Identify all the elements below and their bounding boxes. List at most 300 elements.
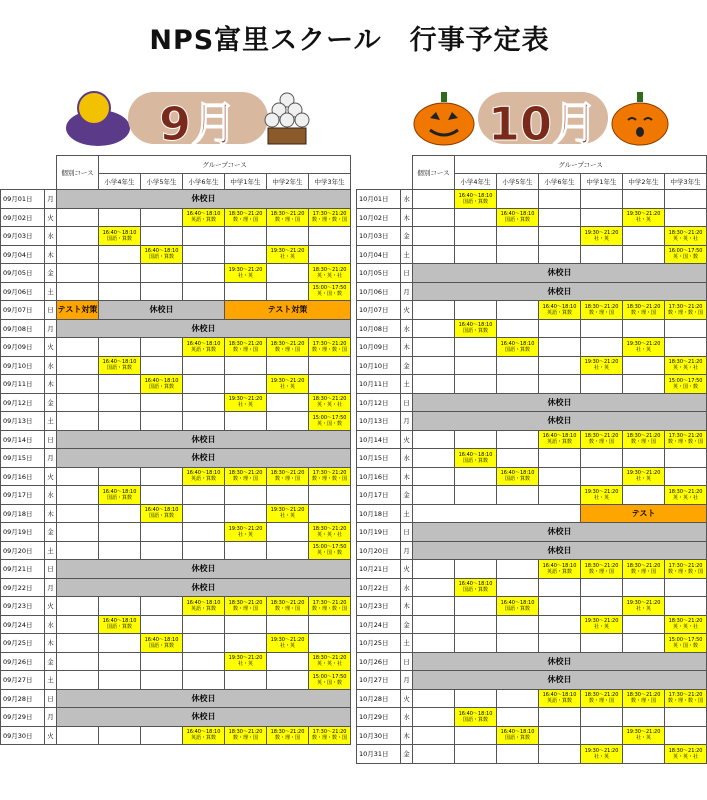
oct-month-label: 10月 [487,97,598,151]
class-time: 19:30～21:20 [270,248,305,255]
class-subjects: 英・英・社 [673,365,699,372]
empty-cell [183,282,225,301]
empty-cell [413,338,455,357]
header-group: グループコース [99,156,351,174]
class-slot-cell [581,560,623,579]
weekday-cell: 金 [45,393,57,412]
class-time: 18:30～21:20 [312,266,347,273]
empty-cell [413,745,455,764]
class-subjects: 社・英 [279,642,295,649]
class-time: 18:30～21:20 [626,562,661,569]
empty-cell [267,523,309,542]
table-row [1,615,351,634]
class-slot-cell [665,430,707,449]
class-slot-cell [581,689,623,708]
class-time: 19:30～21:20 [626,470,661,477]
empty-cell [413,467,455,486]
weekday-cell: 金 [401,745,413,764]
table-row [357,356,707,375]
class-time: 16:40～18:10 [458,192,493,199]
class-time: 18:30～21:20 [668,229,703,236]
empty-cell [141,393,183,412]
empty-cell [455,301,497,320]
closed-day-cell: 休校日 [99,301,225,320]
empty-cell [225,227,267,246]
weekday-cell: 日 [45,301,57,320]
table-row [1,190,351,209]
date-cell: 10月18日 [357,504,401,523]
empty-cell [309,356,351,375]
empty-cell [309,227,351,246]
empty-cell [623,745,665,764]
empty-cell [539,356,581,375]
class-subjects: 英・英・社 [673,494,699,501]
empty-cell [99,597,141,616]
empty-cell [455,356,497,375]
class-time: 17:30～21:20 [668,692,703,699]
class-slot-cell [225,467,267,486]
empty-cell [581,375,623,394]
date-cell: 09月20日 [1,541,45,560]
class-slot-cell [665,615,707,634]
class-time: 16:40～18:10 [102,488,137,495]
table-row [1,708,351,727]
date-cell: 09月28日 [1,689,45,708]
class-slot-cell [309,393,351,412]
empty-cell [57,504,99,523]
header-grade: 中学1年生 [581,174,623,190]
date-cell: 09月14日 [1,430,45,449]
empty-cell [225,671,267,690]
class-subjects: 数・理・国 [274,476,300,483]
header-grade: 小学4年生 [99,174,141,190]
table-row [357,208,707,227]
empty-cell [623,319,665,338]
empty-cell [497,227,539,246]
class-subjects: 国語・算数 [106,235,132,242]
class-slot-cell [623,338,665,357]
empty-cell [455,689,497,708]
weekday-cell: 土 [45,412,57,431]
class-slot-cell [225,597,267,616]
empty-cell [141,264,183,283]
empty-cell [225,504,267,523]
class-slot-cell [99,227,141,246]
date-cell: 10月13日 [357,412,401,431]
table-row [357,282,707,301]
weekday-cell: 金 [45,652,57,671]
weekday-cell: 月 [45,319,57,338]
closed-day-cell: 休校日 [57,190,351,209]
class-subjects: 国語・算数 [148,513,174,520]
table-row [357,264,707,283]
empty-cell [665,726,707,745]
class-subjects: 社・英 [593,494,609,501]
class-subjects: 数・理・国 [232,346,258,353]
class-slot-cell [183,597,225,616]
weekday-cell: 日 [401,393,413,412]
empty-cell [309,504,351,523]
empty-cell [225,356,267,375]
table-row [357,486,707,505]
class-subjects: 英・国・数 [317,550,343,557]
empty-cell [99,726,141,745]
empty-cell [539,708,581,727]
empty-cell [413,578,455,597]
class-time: 19:30～21:20 [270,636,305,643]
empty-cell [455,338,497,357]
table-row [1,356,351,375]
empty-cell [57,486,99,505]
class-slot-cell [267,208,309,227]
empty-cell [99,504,141,523]
class-slot-cell [539,301,581,320]
empty-cell [539,338,581,357]
empty-cell [455,597,497,616]
empty-cell [539,245,581,264]
class-subjects: 社・英 [593,753,609,760]
class-subjects: 英・英・社 [317,272,343,279]
empty-cell [581,708,623,727]
weekday-cell: 火 [45,338,57,357]
empty-cell [455,430,497,449]
weekday-cell: 火 [401,689,413,708]
table-row [357,467,707,486]
empty-cell [581,338,623,357]
class-time: 16:40～18:10 [500,599,535,606]
weekday-cell: 日 [401,652,413,671]
moon-icon [62,84,132,152]
class-slot-cell [99,615,141,634]
class-subjects: 国語・算数 [462,198,488,205]
weekday-cell: 月 [45,578,57,597]
class-time: 18:30～21:20 [270,340,305,347]
empty-cell [99,412,141,431]
weekday-cell: 土 [401,504,413,523]
class-subjects: 社・英 [635,217,651,224]
date-cell: 10月21日 [357,560,401,579]
date-cell: 09月13日 [1,412,45,431]
class-time: 15:00～17:50 [312,414,347,421]
class-subjects: 社・英 [279,254,295,261]
empty-cell [539,449,581,468]
empty-cell [141,615,183,634]
pumpkin-icon [412,90,476,146]
date-cell: 09月09日 [1,338,45,357]
empty-cell [581,597,623,616]
class-time: 18:30～21:20 [668,747,703,754]
header-group: グループコース [455,156,707,174]
class-time: 15:00～17:50 [668,636,703,643]
class-time: 17:30～21:20 [668,303,703,310]
page-title: NPS富里スクール 行事予定表 [149,25,550,56]
weekday-cell: 土 [45,671,57,690]
class-subjects: 数・理・国 [274,217,300,224]
table-row [1,338,351,357]
empty-cell [57,208,99,227]
class-subjects: 数・理・国 [588,309,614,316]
empty-cell [183,615,225,634]
class-subjects: 社・英 [635,735,651,742]
class-slot-cell [581,486,623,505]
empty-cell [497,319,539,338]
class-slot-cell [309,652,351,671]
class-subjects: 数・理・国 [630,698,656,705]
table-row [357,578,707,597]
closed-day-cell: 休校日 [57,560,351,579]
class-slot-cell [623,467,665,486]
empty-cell [99,652,141,671]
class-slot-cell [267,375,309,394]
table-row [357,412,707,431]
empty-cell [497,245,539,264]
empty-cell [413,708,455,727]
empty-cell [413,430,455,449]
class-subjects: 英語・算数 [190,476,216,483]
class-subjects: 数・理・国 [274,605,300,612]
date-cell: 10月29日 [357,708,401,727]
empty-cell [99,393,141,412]
table-row [357,190,707,209]
class-slot-cell [455,449,497,468]
class-subjects: 数・理・数・国 [668,568,704,575]
header-grade: 小学6年生 [183,174,225,190]
weekday-cell: 水 [45,486,57,505]
class-subjects: 数・理・数・国 [312,476,348,483]
empty-cell [57,597,99,616]
test-cell: テスト [581,504,707,523]
class-slot-cell [309,412,351,431]
class-time: 18:30～21:20 [228,470,263,477]
class-subjects: 数・理・数・国 [312,346,348,353]
class-slot-cell [623,430,665,449]
empty-cell [99,208,141,227]
empty-cell [497,689,539,708]
table-row [1,671,351,690]
date-cell: 09月05日 [1,264,45,283]
table-row [357,245,707,264]
class-subjects: 英語・算数 [190,735,216,742]
empty-cell [413,301,455,320]
empty-cell [57,523,99,542]
class-slot-cell [665,356,707,375]
weekday-cell: 木 [401,467,413,486]
date-cell: 10月08日 [357,319,401,338]
empty-cell [413,319,455,338]
weekday-cell: 日 [45,560,57,579]
class-slot-cell [455,708,497,727]
class-time: 19:30～21:20 [228,396,263,403]
empty-cell [665,578,707,597]
empty-cell [623,578,665,597]
class-time: 15:00～17:50 [668,377,703,384]
empty-cell [539,615,581,634]
class-slot-cell [581,615,623,634]
empty-cell [539,190,581,209]
empty-cell [309,375,351,394]
class-subjects: 数・理・国 [630,439,656,446]
empty-cell [183,264,225,283]
weekday-cell: 金 [401,486,413,505]
class-time: 17:30～21:20 [312,340,347,347]
class-slot-cell [581,430,623,449]
class-subjects: 数・理・数・国 [668,698,704,705]
closed-day-cell: 休校日 [413,541,707,560]
class-slot-cell [183,726,225,745]
empty-cell [413,449,455,468]
empty-cell [225,541,267,560]
class-time: 16:40～18:10 [458,451,493,458]
class-slot-cell [623,597,665,616]
empty-cell [623,615,665,634]
table-row [1,264,351,283]
class-time: 16:40～18:10 [186,729,221,736]
empty-cell [623,449,665,468]
class-subjects: 社・英 [593,624,609,631]
empty-cell [413,689,455,708]
class-slot-cell [665,245,707,264]
empty-cell [581,467,623,486]
empty-cell [267,652,309,671]
oct-schedule-table [356,155,707,764]
class-time: 19:30～21:20 [626,729,661,736]
table-row [357,338,707,357]
date-cell: 09月22日 [1,578,45,597]
class-time: 16:40～18:10 [144,636,179,643]
table-row [357,689,707,708]
header-individual: 個別コース [57,156,99,190]
weekday-cell: 月 [45,708,57,727]
class-slot-cell [623,560,665,579]
empty-cell [539,208,581,227]
class-slot-cell [497,597,539,616]
empty-cell [413,486,455,505]
class-subjects: 社・英 [635,476,651,483]
table-row [357,523,707,542]
class-time: 18:30～21:20 [584,433,619,440]
date-cell: 09月03日 [1,227,45,246]
class-time: 19:30～21:20 [228,266,263,273]
date-cell: 10月25日 [357,634,401,653]
weekday-cell: 木 [401,208,413,227]
empty-cell [141,726,183,745]
class-slot-cell [267,504,309,523]
weekday-cell: 木 [45,375,57,394]
date-cell: 09月02日 [1,208,45,227]
table-row [1,375,351,394]
class-subjects: 数・理・国 [274,346,300,353]
class-slot-cell [665,227,707,246]
empty-cell [99,541,141,560]
empty-cell [581,634,623,653]
table-row [357,615,707,634]
class-time: 16:40～18:10 [102,359,137,366]
table-row [1,689,351,708]
class-time: 18:30～21:20 [584,303,619,310]
class-slot-cell [99,486,141,505]
empty-cell [141,356,183,375]
empty-cell [57,634,99,653]
class-slot-cell [665,486,707,505]
empty-cell [267,671,309,690]
class-time: 16:40～18:10 [186,470,221,477]
class-subjects: 数・理・数・国 [668,439,704,446]
weekday-cell: 水 [401,578,413,597]
class-slot-cell [309,282,351,301]
class-slot-cell [539,689,581,708]
weekday-cell: 日 [401,523,413,542]
empty-cell [183,393,225,412]
empty-cell [183,504,225,523]
empty-cell [497,708,539,727]
empty-cell [267,541,309,560]
empty-cell [665,338,707,357]
class-time: 17:30～21:20 [668,433,703,440]
date-cell: 10月04日 [357,245,401,264]
table-row [357,597,707,616]
header-grade: 小学6年生 [539,174,581,190]
test-cell: テスト対策 [225,301,351,320]
class-time: 16:40～18:10 [542,433,577,440]
empty-cell [413,375,455,394]
class-slot-cell [455,578,497,597]
weekday-cell: 水 [45,615,57,634]
weekday-cell: 木 [45,504,57,523]
header-grade: 小学4年生 [455,174,497,190]
class-subjects: 英・国・数 [673,383,699,390]
empty-cell [497,430,539,449]
empty-cell [99,338,141,357]
empty-cell [455,227,497,246]
empty-cell [581,190,623,209]
table-row [357,726,707,745]
class-slot-cell [309,541,351,560]
empty-cell [309,634,351,653]
class-time: 16:40～18:10 [186,211,221,218]
class-time: 19:30～21:20 [228,655,263,662]
date-cell: 10月16日 [357,467,401,486]
date-cell: 10月01日 [357,190,401,209]
class-slot-cell [141,634,183,653]
empty-cell [183,652,225,671]
closed-day-cell: 休校日 [413,652,707,671]
date-cell: 10月27日 [357,671,401,690]
empty-cell [539,578,581,597]
empty-cell [183,523,225,542]
class-slot-cell [497,726,539,745]
empty-cell [57,467,99,486]
empty-cell [141,541,183,560]
class-time: 18:30～21:20 [312,396,347,403]
class-slot-cell [267,597,309,616]
table-row [1,504,351,523]
weekday-cell: 木 [401,726,413,745]
date-cell: 09月19日 [1,523,45,542]
weekday-cell: 日 [45,430,57,449]
empty-cell [413,560,455,579]
empty-cell [57,726,99,745]
class-slot-cell [225,652,267,671]
class-subjects: 数・理・国 [232,217,258,224]
class-time: 16:40～18:10 [500,729,535,736]
weekday-cell: 土 [45,282,57,301]
class-time: 19:30～21:20 [228,525,263,532]
class-subjects: 国語・算数 [462,457,488,464]
weekday-cell: 水 [401,449,413,468]
header-corner [357,156,413,190]
empty-cell [581,449,623,468]
date-cell: 09月07日 [1,301,45,320]
